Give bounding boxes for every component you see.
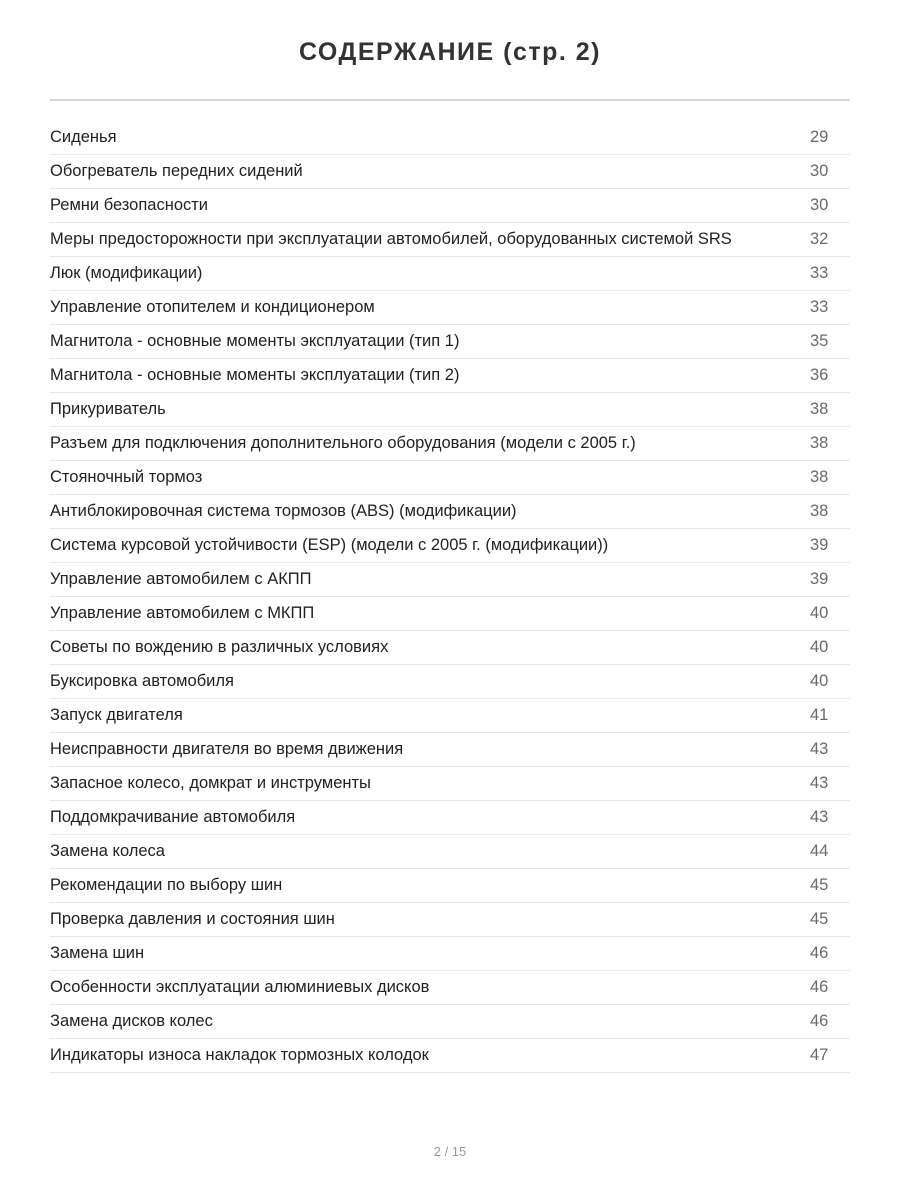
toc-entry[interactable] — [50, 257, 850, 291]
toc-entry-title: Люк (модификации) — [50, 264, 203, 282]
toc-entry[interactable] — [50, 121, 850, 155]
toc-entry-title: Поддомкрачивание автомобиля — [50, 808, 296, 826]
toc-entry-title: Неисправности двигателя во время движения — [50, 740, 404, 758]
toc-entry-title: Обогреватель передних сидений — [50, 162, 303, 180]
toc-entry-page-number: 33 — [810, 264, 829, 282]
toc-entry[interactable] — [50, 801, 850, 835]
toc-entry[interactable] — [50, 631, 850, 665]
toc-entry[interactable] — [50, 291, 850, 325]
toc-entry-page-number: 30 — [810, 196, 829, 214]
toc-entry[interactable] — [50, 223, 850, 257]
toc-entry[interactable] — [50, 597, 850, 631]
toc-entry-page-number: 44 — [810, 842, 829, 860]
toc-entry-page-number: 39 — [810, 536, 829, 554]
toc-entry-title: Проверка давления и состояния шин — [50, 910, 335, 928]
toc-entry-page-number: 39 — [810, 570, 829, 588]
toc-entry[interactable] — [50, 427, 850, 461]
toc-entry[interactable] — [50, 767, 850, 801]
toc-entry-title: Запасное колесо, домкрат и инструменты — [50, 774, 371, 792]
toc-entry[interactable] — [50, 835, 850, 869]
toc-entry-page-number: 30 — [810, 162, 829, 180]
toc-entry[interactable] — [50, 529, 850, 563]
toc-entry[interactable] — [50, 1005, 850, 1039]
toc-entry-title: Управление отопителем и кондиционером — [50, 298, 375, 316]
toc-entry-title: Советы по вождению в различных условиях — [50, 638, 389, 656]
toc-entry-title: Прикуриватель — [50, 400, 166, 418]
toc-entry[interactable] — [50, 325, 850, 359]
toc-entry-page-number: 38 — [810, 434, 829, 452]
toc-entry-page-number: 40 — [810, 604, 829, 622]
toc-entry-title: Управление автомобилем с АКПП — [50, 570, 312, 588]
toc-entry-title: Меры предосторожности при эксплуатации автомобилей, оборудованных системой SRS — [50, 230, 732, 248]
toc-entry-page-number: 47 — [810, 1046, 829, 1064]
page-number: 2 / 15 — [433, 1144, 467, 1159]
toc-entry-page-number: 38 — [810, 502, 829, 520]
toc-entry-page-number: 43 — [810, 774, 829, 792]
toc-entry[interactable] — [50, 937, 850, 971]
toc-entry-page-number: 40 — [810, 638, 829, 656]
toc-entry[interactable] — [50, 393, 850, 427]
toc-entry[interactable] — [50, 699, 850, 733]
toc-entry-title: Замена шин — [50, 944, 145, 962]
toc-entry[interactable] — [50, 563, 850, 597]
toc-entry-title: Запуск двигателя — [50, 706, 183, 724]
toc-entry-page-number: 46 — [810, 978, 829, 996]
toc-entry[interactable] — [50, 971, 850, 1005]
toc-entry-page-number: 29 — [810, 128, 829, 146]
toc-entry[interactable] — [50, 359, 850, 393]
toc-entry-title: Особенности эксплуатации алюминиевых дисков — [50, 978, 430, 996]
toc-entry-title: Рекомендации по выбору шин — [50, 876, 283, 894]
toc-entry[interactable] — [50, 1039, 850, 1073]
toc-entry[interactable] — [50, 665, 850, 699]
toc-entry-title: Замена дисков колес — [50, 1012, 213, 1030]
toc-entry-page-number: 38 — [810, 468, 829, 486]
toc-entry-title: Ремни безопасности — [50, 196, 209, 214]
toc-entry-title: Стояночный тормоз — [50, 468, 203, 486]
toc-entry-title: Замена колеса — [50, 842, 165, 860]
toc-entry-page-number: 35 — [810, 332, 829, 350]
toc-entry-page-number: 46 — [810, 1012, 829, 1030]
toc-entry[interactable] — [50, 461, 850, 495]
toc-entry-title: Сиденья — [50, 128, 117, 146]
toc-entry-title: Управление автомобилем с МКПП — [50, 604, 315, 622]
toc-entry-page-number: 43 — [810, 740, 829, 758]
page-title: СОДЕРЖАНИЕ (стр. 2) — [298, 38, 602, 66]
toc-entry-title: Разъем для подключения дополнительного оборудования (модели с 2005 г.) — [50, 434, 636, 452]
toc-entry-page-number: 46 — [810, 944, 829, 962]
toc-entry-page-number: 45 — [810, 876, 829, 894]
toc-entry-page-number: 40 — [810, 672, 829, 690]
toc-entry-title: Магнитола - основные моменты эксплуатации (тип 1) — [50, 332, 460, 350]
toc-entry-title: Индикаторы износа накладок тормозных колодок — [50, 1046, 429, 1064]
table-of-contents — [50, 121, 850, 1073]
toc-entry[interactable] — [50, 903, 850, 937]
toc-entry[interactable] — [50, 733, 850, 767]
toc-entry[interactable] — [50, 189, 850, 223]
toc-entry-page-number: 33 — [810, 298, 829, 316]
toc-entry[interactable] — [50, 495, 850, 529]
toc-entry[interactable] — [50, 869, 850, 903]
toc-entry-title: Магнитола - основные моменты эксплуатации (тип 2) — [50, 366, 460, 384]
toc-entry-page-number: 36 — [810, 366, 829, 384]
toc-entry-page-number: 38 — [810, 400, 829, 418]
toc-entry-page-number: 45 — [810, 910, 829, 928]
toc-entry-page-number: 43 — [810, 808, 829, 826]
toc-entry-page-number: 41 — [810, 706, 829, 724]
toc-entry-title: Антиблокировочная система тормозов (ABS) (модификации) — [50, 502, 517, 520]
toc-entry-page-number: 32 — [810, 230, 829, 248]
toc-entry[interactable] — [50, 155, 850, 189]
toc-entry-title: Система курсовой устойчивости (ESP) (модели с 2005 г. (модификации)) — [50, 536, 609, 554]
toc-entry-title: Буксировка автомобиля — [50, 672, 234, 690]
title-divider — [50, 99, 850, 101]
